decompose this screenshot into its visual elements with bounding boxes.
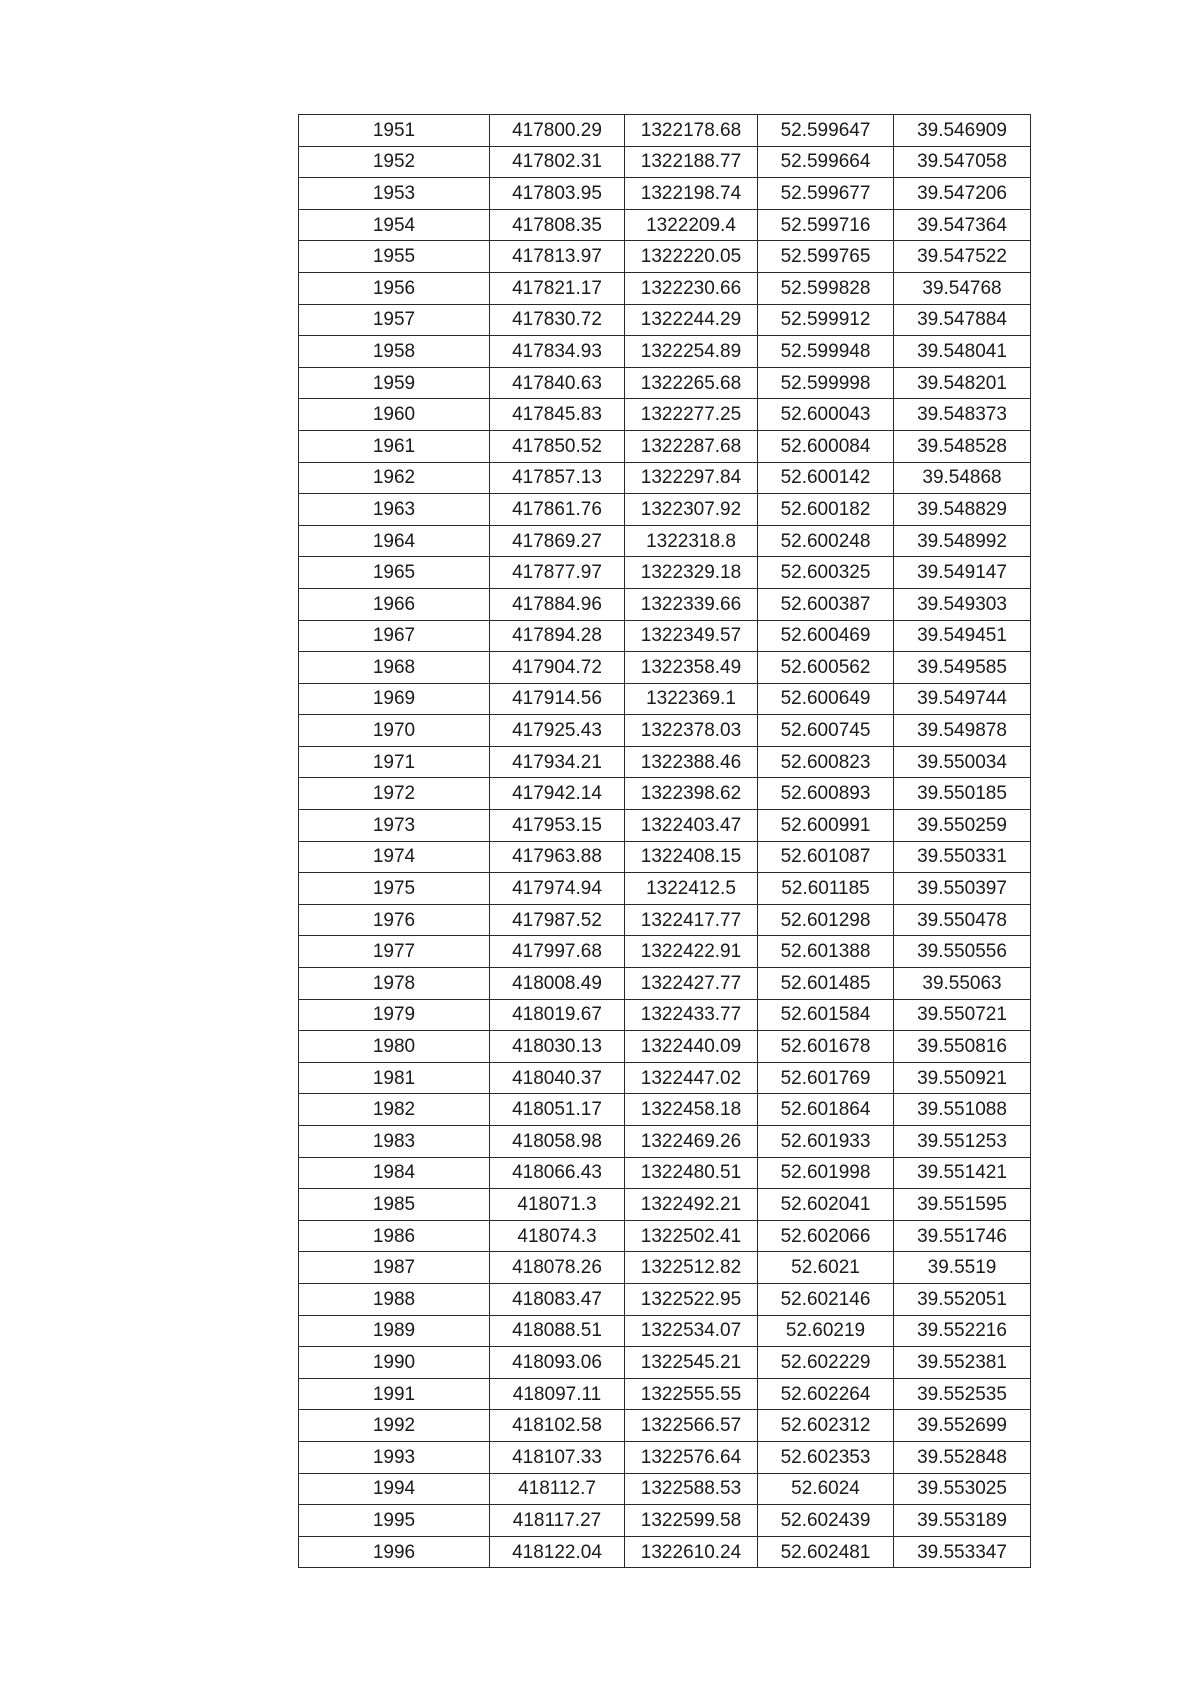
point-number-cell: 1966 xyxy=(299,588,490,620)
longitude-cell: 39.549451 xyxy=(894,620,1031,652)
table-row xyxy=(299,1252,1031,1284)
latitude-cell: 52.600084 xyxy=(758,430,894,462)
table-row xyxy=(299,525,1031,557)
y-coordinate-cell: 1322492.21 xyxy=(625,1189,758,1221)
x-coordinate-cell: 418074.3 xyxy=(490,1220,625,1252)
x-coordinate-cell: 417884.96 xyxy=(490,588,625,620)
latitude-cell: 52.602353 xyxy=(758,1441,894,1473)
table-row xyxy=(299,1347,1031,1379)
longitude-cell: 39.550921 xyxy=(894,1062,1031,1094)
latitude-cell: 52.599765 xyxy=(758,241,894,273)
longitude-cell: 39.550478 xyxy=(894,904,1031,936)
point-number-cell: 1976 xyxy=(299,904,490,936)
table-row xyxy=(299,430,1031,462)
y-coordinate-cell: 1322502.41 xyxy=(625,1220,758,1252)
x-coordinate-cell: 418040.37 xyxy=(490,1062,625,1094)
latitude-cell: 52.599677 xyxy=(758,178,894,210)
x-coordinate-cell: 418088.51 xyxy=(490,1315,625,1347)
table-row xyxy=(299,1378,1031,1410)
x-coordinate-cell: 418093.06 xyxy=(490,1347,625,1379)
point-number-cell: 1995 xyxy=(299,1505,490,1537)
latitude-cell: 52.601087 xyxy=(758,841,894,873)
coordinates-table xyxy=(298,114,1031,1568)
x-coordinate-cell: 417925.43 xyxy=(490,715,625,747)
y-coordinate-cell: 1322440.09 xyxy=(625,1031,758,1063)
point-number-cell: 1960 xyxy=(299,399,490,431)
longitude-cell: 39.552216 xyxy=(894,1315,1031,1347)
table-row xyxy=(299,494,1031,526)
y-coordinate-cell: 1322318.8 xyxy=(625,525,758,557)
table-row xyxy=(299,1157,1031,1189)
longitude-cell: 39.550331 xyxy=(894,841,1031,873)
table-row xyxy=(299,557,1031,589)
point-number-cell: 1965 xyxy=(299,557,490,589)
table-row xyxy=(299,683,1031,715)
table-row xyxy=(299,588,1031,620)
point-number-cell: 1993 xyxy=(299,1441,490,1473)
x-coordinate-cell: 418117.27 xyxy=(490,1505,625,1537)
y-coordinate-cell: 1322408.15 xyxy=(625,841,758,873)
longitude-cell: 39.553347 xyxy=(894,1536,1031,1568)
longitude-cell: 39.550185 xyxy=(894,778,1031,810)
table-row xyxy=(299,336,1031,368)
point-number-cell: 1958 xyxy=(299,336,490,368)
latitude-cell: 52.600142 xyxy=(758,462,894,494)
longitude-cell: 39.552381 xyxy=(894,1347,1031,1379)
latitude-cell: 52.602041 xyxy=(758,1189,894,1221)
latitude-cell: 52.601298 xyxy=(758,904,894,936)
point-number-cell: 1955 xyxy=(299,241,490,273)
point-number-cell: 1962 xyxy=(299,462,490,494)
y-coordinate-cell: 1322566.57 xyxy=(625,1410,758,1442)
x-coordinate-cell: 418122.04 xyxy=(490,1536,625,1568)
longitude-cell: 39.552535 xyxy=(894,1378,1031,1410)
longitude-cell: 39.551421 xyxy=(894,1157,1031,1189)
longitude-cell: 39.552848 xyxy=(894,1441,1031,1473)
latitude-cell: 52.601485 xyxy=(758,968,894,1000)
x-coordinate-cell: 418071.3 xyxy=(490,1189,625,1221)
latitude-cell: 52.60219 xyxy=(758,1315,894,1347)
y-coordinate-cell: 1322599.58 xyxy=(625,1505,758,1537)
latitude-cell: 52.601864 xyxy=(758,1094,894,1126)
x-coordinate-cell: 418097.11 xyxy=(490,1378,625,1410)
latitude-cell: 52.600991 xyxy=(758,810,894,842)
y-coordinate-cell: 1322417.77 xyxy=(625,904,758,936)
y-coordinate-cell: 1322512.82 xyxy=(625,1252,758,1284)
x-coordinate-cell: 417834.93 xyxy=(490,336,625,368)
longitude-cell: 39.5519 xyxy=(894,1252,1031,1284)
latitude-cell: 52.601678 xyxy=(758,1031,894,1063)
table-row xyxy=(299,1473,1031,1505)
point-number-cell: 1967 xyxy=(299,620,490,652)
point-number-cell: 1984 xyxy=(299,1157,490,1189)
point-number-cell: 1968 xyxy=(299,652,490,684)
y-coordinate-cell: 1322545.21 xyxy=(625,1347,758,1379)
x-coordinate-cell: 417997.68 xyxy=(490,936,625,968)
longitude-cell: 39.547364 xyxy=(894,209,1031,241)
table-row xyxy=(299,778,1031,810)
latitude-cell: 52.600823 xyxy=(758,746,894,778)
y-coordinate-cell: 1322349.57 xyxy=(625,620,758,652)
table-row xyxy=(299,1536,1031,1568)
table-row xyxy=(299,1189,1031,1221)
table-row xyxy=(299,873,1031,905)
latitude-cell: 52.599664 xyxy=(758,146,894,178)
x-coordinate-cell: 418066.43 xyxy=(490,1157,625,1189)
longitude-cell: 39.54768 xyxy=(894,272,1031,304)
latitude-cell: 52.600469 xyxy=(758,620,894,652)
longitude-cell: 39.548528 xyxy=(894,430,1031,462)
latitude-cell: 52.601388 xyxy=(758,936,894,968)
point-number-cell: 1969 xyxy=(299,683,490,715)
table-row xyxy=(299,715,1031,747)
latitude-cell: 52.599912 xyxy=(758,304,894,336)
longitude-cell: 39.550556 xyxy=(894,936,1031,968)
y-coordinate-cell: 1322297.84 xyxy=(625,462,758,494)
y-coordinate-cell: 1322265.68 xyxy=(625,367,758,399)
point-number-cell: 1983 xyxy=(299,1126,490,1158)
table-row xyxy=(299,841,1031,873)
y-coordinate-cell: 1322230.66 xyxy=(625,272,758,304)
x-coordinate-cell: 417894.28 xyxy=(490,620,625,652)
latitude-cell: 52.599948 xyxy=(758,336,894,368)
point-number-cell: 1954 xyxy=(299,209,490,241)
latitude-cell: 52.600387 xyxy=(758,588,894,620)
x-coordinate-cell: 418058.98 xyxy=(490,1126,625,1158)
latitude-cell: 52.6024 xyxy=(758,1473,894,1505)
table-row xyxy=(299,115,1031,147)
point-number-cell: 1971 xyxy=(299,746,490,778)
longitude-cell: 39.553189 xyxy=(894,1505,1031,1537)
point-number-cell: 1972 xyxy=(299,778,490,810)
longitude-cell: 39.552051 xyxy=(894,1283,1031,1315)
table-row xyxy=(299,367,1031,399)
latitude-cell: 52.599647 xyxy=(758,115,894,147)
longitude-cell: 39.55063 xyxy=(894,968,1031,1000)
longitude-cell: 39.549878 xyxy=(894,715,1031,747)
x-coordinate-cell: 417803.95 xyxy=(490,178,625,210)
latitude-cell: 52.600893 xyxy=(758,778,894,810)
y-coordinate-cell: 1322307.92 xyxy=(625,494,758,526)
table-row xyxy=(299,1031,1031,1063)
y-coordinate-cell: 1322422.91 xyxy=(625,936,758,968)
y-coordinate-cell: 1322358.49 xyxy=(625,652,758,684)
table-row xyxy=(299,1410,1031,1442)
longitude-cell: 39.547058 xyxy=(894,146,1031,178)
table-row xyxy=(299,620,1031,652)
table-row xyxy=(299,1220,1031,1252)
point-number-cell: 1953 xyxy=(299,178,490,210)
y-coordinate-cell: 1322198.74 xyxy=(625,178,758,210)
table-row xyxy=(299,810,1031,842)
table-row xyxy=(299,209,1031,241)
x-coordinate-cell: 417974.94 xyxy=(490,873,625,905)
point-number-cell: 1957 xyxy=(299,304,490,336)
point-number-cell: 1981 xyxy=(299,1062,490,1094)
table-row xyxy=(299,1094,1031,1126)
latitude-cell: 52.602481 xyxy=(758,1536,894,1568)
table-row xyxy=(299,904,1031,936)
y-coordinate-cell: 1322220.05 xyxy=(625,241,758,273)
latitude-cell: 52.6021 xyxy=(758,1252,894,1284)
x-coordinate-cell: 417840.63 xyxy=(490,367,625,399)
x-coordinate-cell: 418107.33 xyxy=(490,1441,625,1473)
point-number-cell: 1970 xyxy=(299,715,490,747)
longitude-cell: 39.548201 xyxy=(894,367,1031,399)
longitude-cell: 39.551595 xyxy=(894,1189,1031,1221)
x-coordinate-cell: 418008.49 xyxy=(490,968,625,1000)
x-coordinate-cell: 418078.26 xyxy=(490,1252,625,1284)
longitude-cell: 39.553025 xyxy=(894,1473,1031,1505)
point-number-cell: 1985 xyxy=(299,1189,490,1221)
table-row xyxy=(299,936,1031,968)
table-row xyxy=(299,1126,1031,1158)
y-coordinate-cell: 1322277.25 xyxy=(625,399,758,431)
x-coordinate-cell: 417800.29 xyxy=(490,115,625,147)
point-number-cell: 1994 xyxy=(299,1473,490,1505)
x-coordinate-cell: 417904.72 xyxy=(490,652,625,684)
longitude-cell: 39.547884 xyxy=(894,304,1031,336)
y-coordinate-cell: 1322378.03 xyxy=(625,715,758,747)
coordinates-table-body xyxy=(299,115,1031,1568)
y-coordinate-cell: 1322178.68 xyxy=(625,115,758,147)
y-coordinate-cell: 1322610.24 xyxy=(625,1536,758,1568)
x-coordinate-cell: 417845.83 xyxy=(490,399,625,431)
table-row xyxy=(299,241,1031,273)
y-coordinate-cell: 1322388.46 xyxy=(625,746,758,778)
point-number-cell: 1961 xyxy=(299,430,490,462)
point-number-cell: 1964 xyxy=(299,525,490,557)
point-number-cell: 1974 xyxy=(299,841,490,873)
latitude-cell: 52.601185 xyxy=(758,873,894,905)
x-coordinate-cell: 418083.47 xyxy=(490,1283,625,1315)
x-coordinate-cell: 417963.88 xyxy=(490,841,625,873)
y-coordinate-cell: 1322188.77 xyxy=(625,146,758,178)
point-number-cell: 1977 xyxy=(299,936,490,968)
x-coordinate-cell: 417861.76 xyxy=(490,494,625,526)
y-coordinate-cell: 1322588.53 xyxy=(625,1473,758,1505)
longitude-cell: 39.552699 xyxy=(894,1410,1031,1442)
point-number-cell: 1996 xyxy=(299,1536,490,1568)
table-row xyxy=(299,1062,1031,1094)
point-number-cell: 1988 xyxy=(299,1283,490,1315)
latitude-cell: 52.601998 xyxy=(758,1157,894,1189)
y-coordinate-cell: 1322555.55 xyxy=(625,1378,758,1410)
y-coordinate-cell: 1322480.51 xyxy=(625,1157,758,1189)
y-coordinate-cell: 1322329.18 xyxy=(625,557,758,589)
longitude-cell: 39.551088 xyxy=(894,1094,1031,1126)
latitude-cell: 52.602146 xyxy=(758,1283,894,1315)
x-coordinate-cell: 417813.97 xyxy=(490,241,625,273)
latitude-cell: 52.599828 xyxy=(758,272,894,304)
longitude-cell: 39.550816 xyxy=(894,1031,1031,1063)
y-coordinate-cell: 1322369.1 xyxy=(625,683,758,715)
latitude-cell: 52.599716 xyxy=(758,209,894,241)
y-coordinate-cell: 1322244.29 xyxy=(625,304,758,336)
x-coordinate-cell: 417808.35 xyxy=(490,209,625,241)
point-number-cell: 1989 xyxy=(299,1315,490,1347)
y-coordinate-cell: 1322576.64 xyxy=(625,1441,758,1473)
x-coordinate-cell: 418030.13 xyxy=(490,1031,625,1063)
table-row xyxy=(299,178,1031,210)
y-coordinate-cell: 1322209.4 xyxy=(625,209,758,241)
point-number-cell: 1986 xyxy=(299,1220,490,1252)
point-number-cell: 1952 xyxy=(299,146,490,178)
y-coordinate-cell: 1322412.5 xyxy=(625,873,758,905)
x-coordinate-cell: 417934.21 xyxy=(490,746,625,778)
y-coordinate-cell: 1322534.07 xyxy=(625,1315,758,1347)
y-coordinate-cell: 1322427.77 xyxy=(625,968,758,1000)
y-coordinate-cell: 1322469.26 xyxy=(625,1126,758,1158)
longitude-cell: 39.549744 xyxy=(894,683,1031,715)
latitude-cell: 52.601769 xyxy=(758,1062,894,1094)
latitude-cell: 52.602229 xyxy=(758,1347,894,1379)
x-coordinate-cell: 417914.56 xyxy=(490,683,625,715)
longitude-cell: 39.54868 xyxy=(894,462,1031,494)
latitude-cell: 52.600745 xyxy=(758,715,894,747)
y-coordinate-cell: 1322254.89 xyxy=(625,336,758,368)
latitude-cell: 52.600325 xyxy=(758,557,894,589)
latitude-cell: 52.601584 xyxy=(758,999,894,1031)
x-coordinate-cell: 417850.52 xyxy=(490,430,625,462)
point-number-cell: 1992 xyxy=(299,1410,490,1442)
longitude-cell: 39.550034 xyxy=(894,746,1031,778)
longitude-cell: 39.549585 xyxy=(894,652,1031,684)
point-number-cell: 1956 xyxy=(299,272,490,304)
table-row xyxy=(299,652,1031,684)
x-coordinate-cell: 418019.67 xyxy=(490,999,625,1031)
table-row xyxy=(299,1441,1031,1473)
table-row xyxy=(299,968,1031,1000)
x-coordinate-cell: 417987.52 xyxy=(490,904,625,936)
y-coordinate-cell: 1322398.62 xyxy=(625,778,758,810)
x-coordinate-cell: 417857.13 xyxy=(490,462,625,494)
y-coordinate-cell: 1322339.66 xyxy=(625,588,758,620)
x-coordinate-cell: 417877.97 xyxy=(490,557,625,589)
longitude-cell: 39.551746 xyxy=(894,1220,1031,1252)
table-row xyxy=(299,272,1031,304)
y-coordinate-cell: 1322433.77 xyxy=(625,999,758,1031)
x-coordinate-cell: 417953.15 xyxy=(490,810,625,842)
longitude-cell: 39.548373 xyxy=(894,399,1031,431)
latitude-cell: 52.602439 xyxy=(758,1505,894,1537)
latitude-cell: 52.600043 xyxy=(758,399,894,431)
longitude-cell: 39.548992 xyxy=(894,525,1031,557)
longitude-cell: 39.548829 xyxy=(894,494,1031,526)
latitude-cell: 52.601933 xyxy=(758,1126,894,1158)
longitude-cell: 39.549303 xyxy=(894,588,1031,620)
x-coordinate-cell: 418102.58 xyxy=(490,1410,625,1442)
table-row xyxy=(299,399,1031,431)
x-coordinate-cell: 417802.31 xyxy=(490,146,625,178)
latitude-cell: 52.600182 xyxy=(758,494,894,526)
point-number-cell: 1991 xyxy=(299,1378,490,1410)
x-coordinate-cell: 417869.27 xyxy=(490,525,625,557)
y-coordinate-cell: 1322522.95 xyxy=(625,1283,758,1315)
latitude-cell: 52.602264 xyxy=(758,1378,894,1410)
longitude-cell: 39.547522 xyxy=(894,241,1031,273)
x-coordinate-cell: 418051.17 xyxy=(490,1094,625,1126)
longitude-cell: 39.548041 xyxy=(894,336,1031,368)
point-number-cell: 1959 xyxy=(299,367,490,399)
longitude-cell: 39.550397 xyxy=(894,873,1031,905)
table-row xyxy=(299,746,1031,778)
longitude-cell: 39.546909 xyxy=(894,115,1031,147)
table-row xyxy=(299,999,1031,1031)
table-row xyxy=(299,1283,1031,1315)
point-number-cell: 1990 xyxy=(299,1347,490,1379)
point-number-cell: 1951 xyxy=(299,115,490,147)
table-row xyxy=(299,462,1031,494)
longitude-cell: 39.547206 xyxy=(894,178,1031,210)
table-row xyxy=(299,304,1031,336)
point-number-cell: 1982 xyxy=(299,1094,490,1126)
latitude-cell: 52.600649 xyxy=(758,683,894,715)
longitude-cell: 39.549147 xyxy=(894,557,1031,589)
longitude-cell: 39.550259 xyxy=(894,810,1031,842)
x-coordinate-cell: 417942.14 xyxy=(490,778,625,810)
point-number-cell: 1979 xyxy=(299,999,490,1031)
point-number-cell: 1973 xyxy=(299,810,490,842)
table-row xyxy=(299,1315,1031,1347)
x-coordinate-cell: 418112.7 xyxy=(490,1473,625,1505)
latitude-cell: 52.602312 xyxy=(758,1410,894,1442)
y-coordinate-cell: 1322447.02 xyxy=(625,1062,758,1094)
latitude-cell: 52.602066 xyxy=(758,1220,894,1252)
point-number-cell: 1963 xyxy=(299,494,490,526)
y-coordinate-cell: 1322403.47 xyxy=(625,810,758,842)
point-number-cell: 1975 xyxy=(299,873,490,905)
latitude-cell: 52.599998 xyxy=(758,367,894,399)
longitude-cell: 39.550721 xyxy=(894,999,1031,1031)
x-coordinate-cell: 417830.72 xyxy=(490,304,625,336)
table-row xyxy=(299,1505,1031,1537)
point-number-cell: 1980 xyxy=(299,1031,490,1063)
longitude-cell: 39.551253 xyxy=(894,1126,1031,1158)
y-coordinate-cell: 1322287.68 xyxy=(625,430,758,462)
table-row xyxy=(299,146,1031,178)
point-number-cell: 1987 xyxy=(299,1252,490,1284)
y-coordinate-cell: 1322458.18 xyxy=(625,1094,758,1126)
latitude-cell: 52.600562 xyxy=(758,652,894,684)
latitude-cell: 52.600248 xyxy=(758,525,894,557)
point-number-cell: 1978 xyxy=(299,968,490,1000)
x-coordinate-cell: 417821.17 xyxy=(490,272,625,304)
